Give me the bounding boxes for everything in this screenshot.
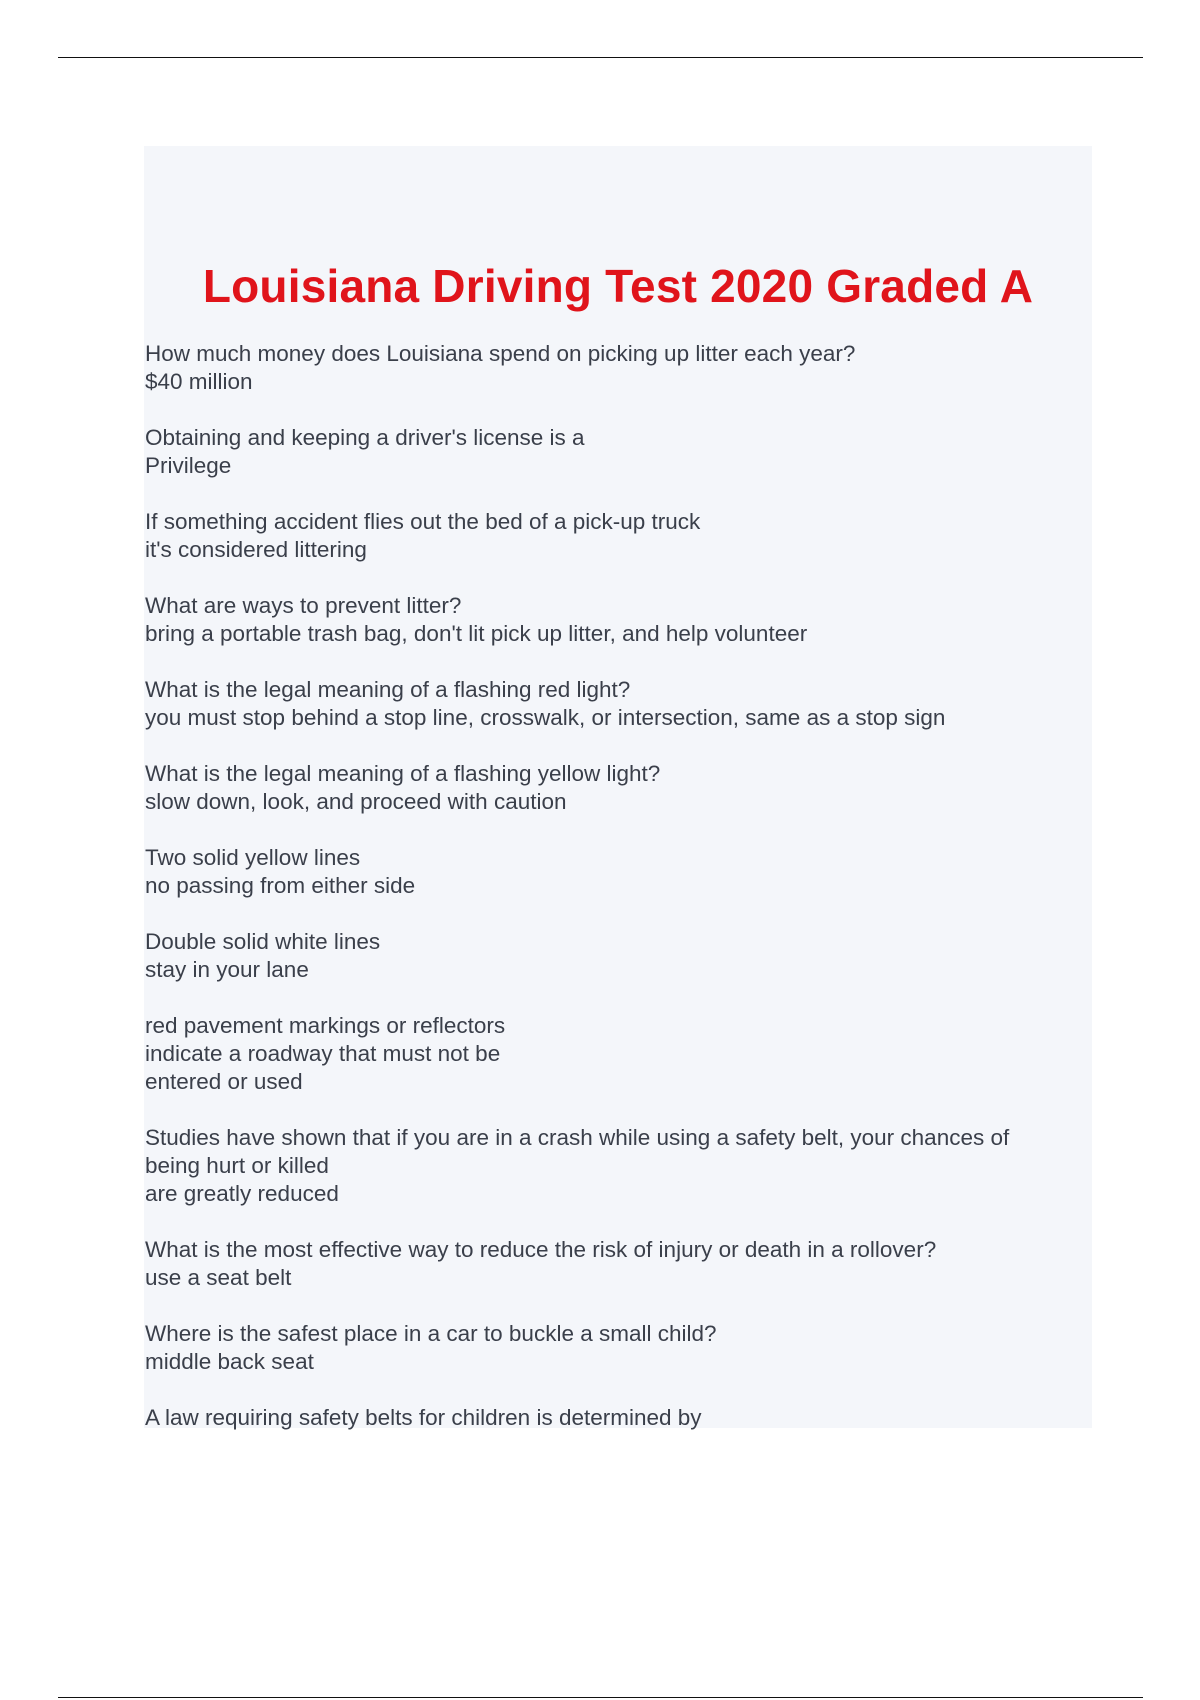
qa-item xyxy=(145,1320,1085,1376)
answer-text: middle back seat xyxy=(145,1349,314,1374)
answer-text: no passing from either side xyxy=(145,873,416,898)
answer-text: bring a portable trash bag, don't lit pick up litter, and help volunteer xyxy=(145,621,808,646)
question-text: What is the most effective way to reduce the risk of injury or death in a rollover? xyxy=(145,1237,937,1262)
answer-text: slow down, look, and proceed with caution xyxy=(145,789,567,814)
question-text: What are ways to prevent litter? xyxy=(145,593,462,618)
answer-text: you must stop behind a stop line, crosswalk, or intersection, same as a stop sign xyxy=(145,705,946,730)
qa-item xyxy=(145,340,1085,396)
qa-item xyxy=(145,676,1085,732)
top-divider xyxy=(58,57,1143,58)
document-page xyxy=(144,146,1092,1428)
question-text: Double solid white lines xyxy=(145,929,381,954)
question-text: If something accident flies out the bed of a pick-up truck xyxy=(145,509,701,534)
qa-item xyxy=(145,424,1085,480)
question-text: Obtaining and keeping a driver's license is a xyxy=(145,425,585,450)
bottom-divider xyxy=(58,1697,1143,1698)
qa-item xyxy=(145,1404,1085,1432)
qa-item xyxy=(145,1124,1085,1208)
qa-item xyxy=(145,760,1085,816)
question-text: What is the legal meaning of a flashing red light? xyxy=(145,677,631,702)
answer-text: Privilege xyxy=(145,453,232,478)
question-answer-list xyxy=(145,340,1085,1460)
qa-item xyxy=(145,844,1085,900)
question-text: Studies have shown that if you are in a crash while using a safety belt, your chances of xyxy=(145,1125,1010,1150)
question-text: Two solid yellow lines xyxy=(145,845,361,870)
qa-item xyxy=(145,1236,1085,1292)
qa-item xyxy=(145,508,1085,564)
answer-text: it's considered littering xyxy=(145,537,367,562)
answer-text: entered or used xyxy=(145,1069,303,1094)
question-text: red pavement markings or reflectors xyxy=(145,1013,506,1038)
document-title: Louisiana Driving Test 2020 Graded A xyxy=(202,260,1034,312)
qa-item xyxy=(145,592,1085,648)
question-text: How much money does Louisiana spend on picking up litter each year? xyxy=(145,341,856,366)
qa-item xyxy=(145,928,1085,984)
answer-text: being hurt or killed xyxy=(145,1153,329,1178)
question-text: Where is the safest place in a car to buckle a small child? xyxy=(145,1321,717,1346)
question-text: A law requiring safety belts for children is determined by xyxy=(145,1405,702,1430)
qa-item xyxy=(145,1012,1085,1096)
answer-text: are greatly reduced xyxy=(145,1181,339,1206)
answer-text: indicate a roadway that must not be xyxy=(145,1041,501,1066)
answer-text: $40 million xyxy=(145,369,253,394)
answer-text: use a seat belt xyxy=(145,1265,292,1290)
question-text: What is the legal meaning of a flashing yellow light? xyxy=(145,761,661,786)
answer-text: stay in your lane xyxy=(145,957,309,982)
